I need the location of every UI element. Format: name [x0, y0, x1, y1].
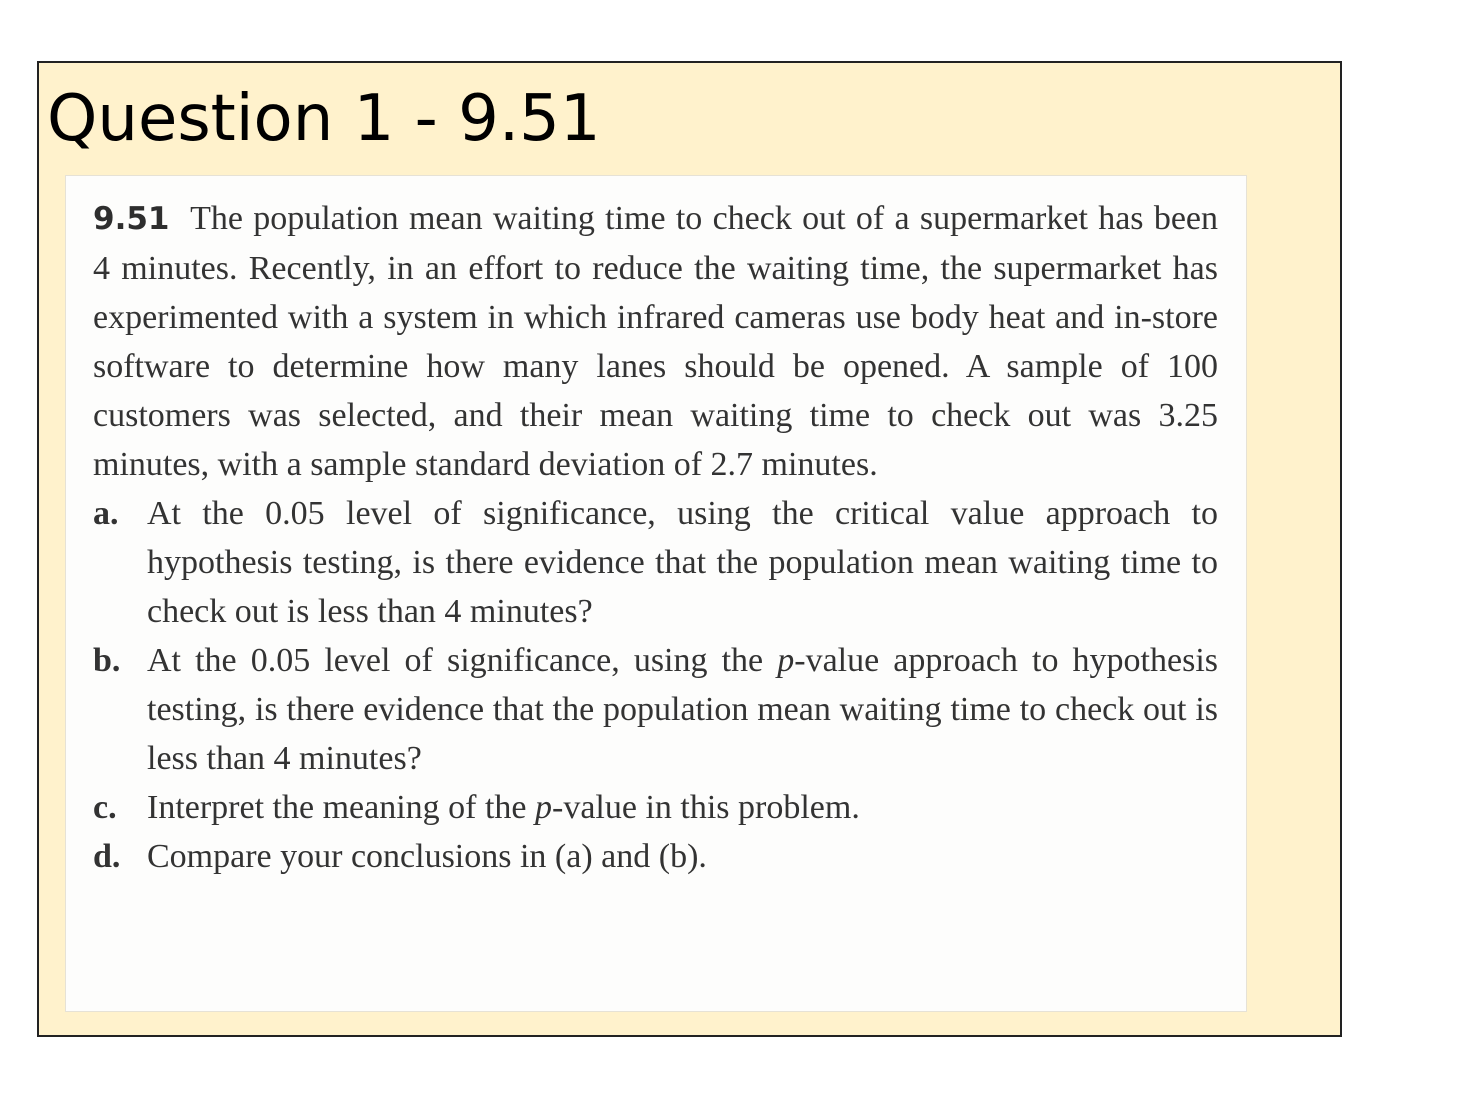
subquestion-label: c.: [93, 789, 117, 826]
subquestion-label: d.: [93, 838, 121, 875]
p-symbol: p: [777, 642, 795, 679]
problem-stem: [93, 194, 1218, 489]
subquestion-c: [93, 783, 1218, 832]
slide-title: Question 1 - 9.51: [47, 82, 601, 156]
problem-image: [65, 175, 1247, 1012]
p-symbol: p: [535, 789, 553, 826]
subquestion-b: [93, 636, 1218, 783]
subquestion-text: Compare your conclusions in (a) and (b).: [147, 838, 707, 875]
subquestion-label: a.: [93, 495, 119, 532]
problem-stem-text: The population mean waiting time to check out of a supermarket has been 4 minutes. Recently, in an effort to reduce the waiting time, the supermarket has experimented with a system in which infrared cameras use body heat and in-store software to determine how many lanes should be opened. A sample of 100 customers was selected, and their mean waiting time to check out was 3.25 minutes, with a sample standard deviation of 2.7 minutes.: [93, 200, 1218, 483]
subquestion-d: [93, 832, 1218, 881]
problem-number: 9.51: [93, 201, 170, 237]
subquestion-text: At the 0.05 level of significance, using the: [147, 642, 778, 679]
problem-text: [93, 194, 1218, 881]
subquestion-text: -value approach to hypothesis testing, is there evidence that the population mean waiting time to check out is less than 4 minutes?: [147, 642, 1219, 777]
subquestion-text: -value in this problem.: [552, 789, 860, 826]
slide-frame: [37, 61, 1342, 1037]
subquestion-text: Interpret the meaning of the: [147, 789, 536, 826]
subquestion-a: [93, 489, 1218, 636]
subquestion-text: At the 0.05 level of significance, using the critical value approach to hypothesis testing, is there evidence that the population mean waiting time to check out is less than 4 minutes?: [147, 495, 1218, 630]
subquestion-label: b.: [93, 642, 121, 679]
